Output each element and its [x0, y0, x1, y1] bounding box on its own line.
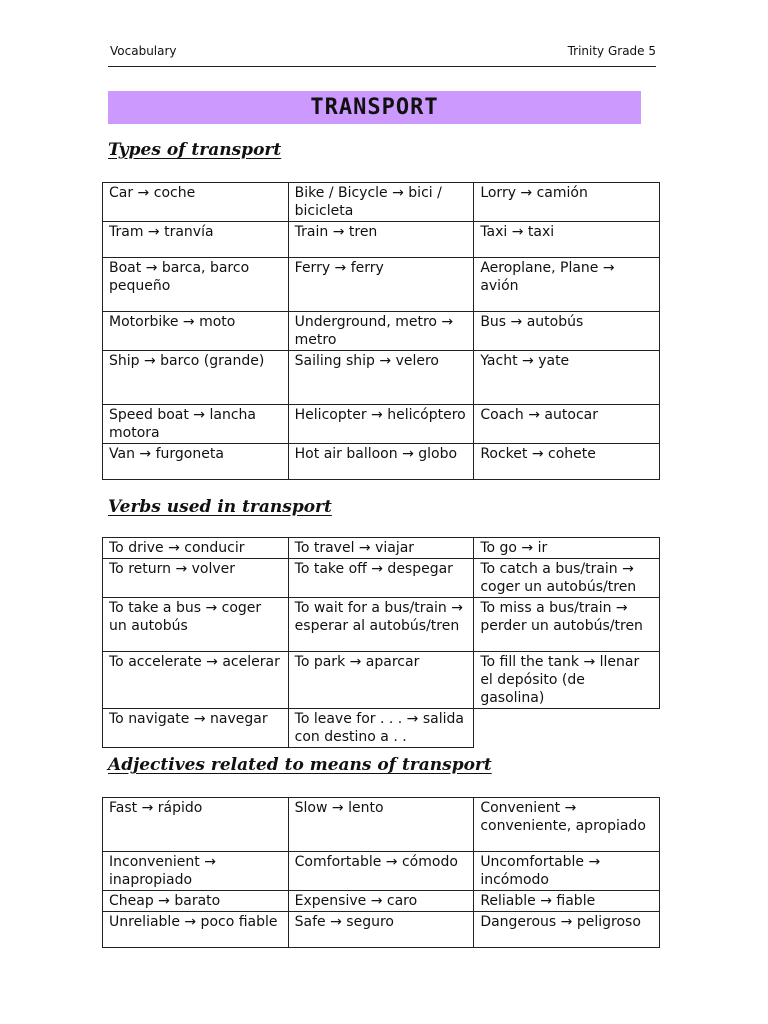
table-row: [103, 798, 660, 852]
vocab-cell: To return → volver: [103, 559, 289, 598]
vocab-cell: To park → aparcar: [288, 652, 474, 709]
table-row: [103, 559, 660, 598]
table-row: [103, 652, 660, 709]
vocab-cell: To travel → viajar: [288, 538, 474, 559]
vocab-cell: Ferry → ferry: [288, 258, 474, 312]
vocab-cell: Lorry → camión: [474, 183, 660, 222]
vocab-cell: Safe → seguro: [288, 912, 474, 948]
adjectives-table: [102, 797, 660, 948]
page-header: [110, 44, 656, 58]
section-heading-adjectives: Adjectives related to means of transport: [108, 755, 492, 775]
table-row: [103, 444, 660, 480]
vocab-cell: To drive → conducir: [103, 538, 289, 559]
vocab-cell: Bike / Bicycle → bici / bicicleta: [288, 183, 474, 222]
table-row: [103, 312, 660, 351]
types-of-transport-table: [102, 182, 660, 480]
vocab-cell: Unreliable → poco fiable: [103, 912, 289, 948]
vocab-cell: Hot air balloon → globo: [288, 444, 474, 480]
vocab-cell: To miss a bus/train → perder un autobús/tren: [474, 598, 660, 652]
table-row: [103, 598, 660, 652]
vocab-cell: Aeroplane, Plane → avión: [474, 258, 660, 312]
vocab-cell: Expensive → caro: [288, 891, 474, 912]
vocab-cell: To go → ir: [474, 538, 660, 559]
vocab-cell: Inconvenient → inapropiado: [103, 852, 289, 891]
header-left-text: Vocabulary: [110, 44, 177, 58]
table-row: [103, 912, 660, 948]
vocab-cell: Boat → barca, barco pequeño: [103, 258, 289, 312]
table-row: [103, 258, 660, 312]
vocab-cell: Ship → barco (grande): [103, 351, 289, 405]
vocab-cell: [474, 709, 660, 748]
vocab-cell: To leave for . . . → salida con destino a . .: [288, 709, 474, 748]
vocab-cell: Sailing ship → velero: [288, 351, 474, 405]
table-row: [103, 351, 660, 405]
vocab-cell: Speed boat → lancha motora: [103, 405, 289, 444]
vocab-cell: To accelerate → acelerar: [103, 652, 289, 709]
vocab-cell: Coach → autocar: [474, 405, 660, 444]
vocab-cell: To take a bus → coger un autobús: [103, 598, 289, 652]
table-row: [103, 891, 660, 912]
vocab-cell: Train → tren: [288, 222, 474, 258]
header-divider: [108, 66, 656, 67]
vocab-cell: Motorbike → moto: [103, 312, 289, 351]
vocab-cell: Dangerous → peligroso: [474, 912, 660, 948]
vocab-cell: Rocket → cohete: [474, 444, 660, 480]
vocab-cell: To wait for a bus/train → esperar al autobús/tren: [288, 598, 474, 652]
vocab-cell: Helicopter → helicóptero: [288, 405, 474, 444]
vocab-cell: Comfortable → cómodo: [288, 852, 474, 891]
vocab-cell: Convenient → conveniente, apropiado: [474, 798, 660, 852]
vocab-cell: Bus → autobús: [474, 312, 660, 351]
header-right-text: Trinity Grade 5: [567, 44, 656, 58]
vocab-cell: Underground, metro → metro: [288, 312, 474, 351]
table-row: [103, 405, 660, 444]
vocab-cell: Cheap → barato: [103, 891, 289, 912]
vocab-cell: Tram → tranvía: [103, 222, 289, 258]
section-heading-types: Types of transport: [108, 140, 282, 160]
vocab-cell: Fast → rápido: [103, 798, 289, 852]
table-row: [103, 709, 660, 748]
vocab-cell: Taxi → taxi: [474, 222, 660, 258]
table-row: [103, 183, 660, 222]
table-row: [103, 852, 660, 891]
vocab-cell: Car → coche: [103, 183, 289, 222]
vocab-cell: Reliable → fiable: [474, 891, 660, 912]
vocab-cell: Van → furgoneta: [103, 444, 289, 480]
page-title: TRANSPORT: [108, 91, 641, 124]
vocab-cell: To fill the tank → llenar el depósito (de gasolina): [474, 652, 660, 709]
vocab-cell: Uncomfortable → incómodo: [474, 852, 660, 891]
vocab-cell: To catch a bus/train → coger un autobús/tren: [474, 559, 660, 598]
vocab-cell: To navigate → navegar: [103, 709, 289, 748]
vocab-cell: To take off → despegar: [288, 559, 474, 598]
vocab-cell: Slow → lento: [288, 798, 474, 852]
section-heading-verbs: Verbs used in transport: [108, 497, 332, 517]
table-row: [103, 538, 660, 559]
table-row: [103, 222, 660, 258]
vocab-cell: Yacht → yate: [474, 351, 660, 405]
verbs-table: [102, 537, 660, 748]
